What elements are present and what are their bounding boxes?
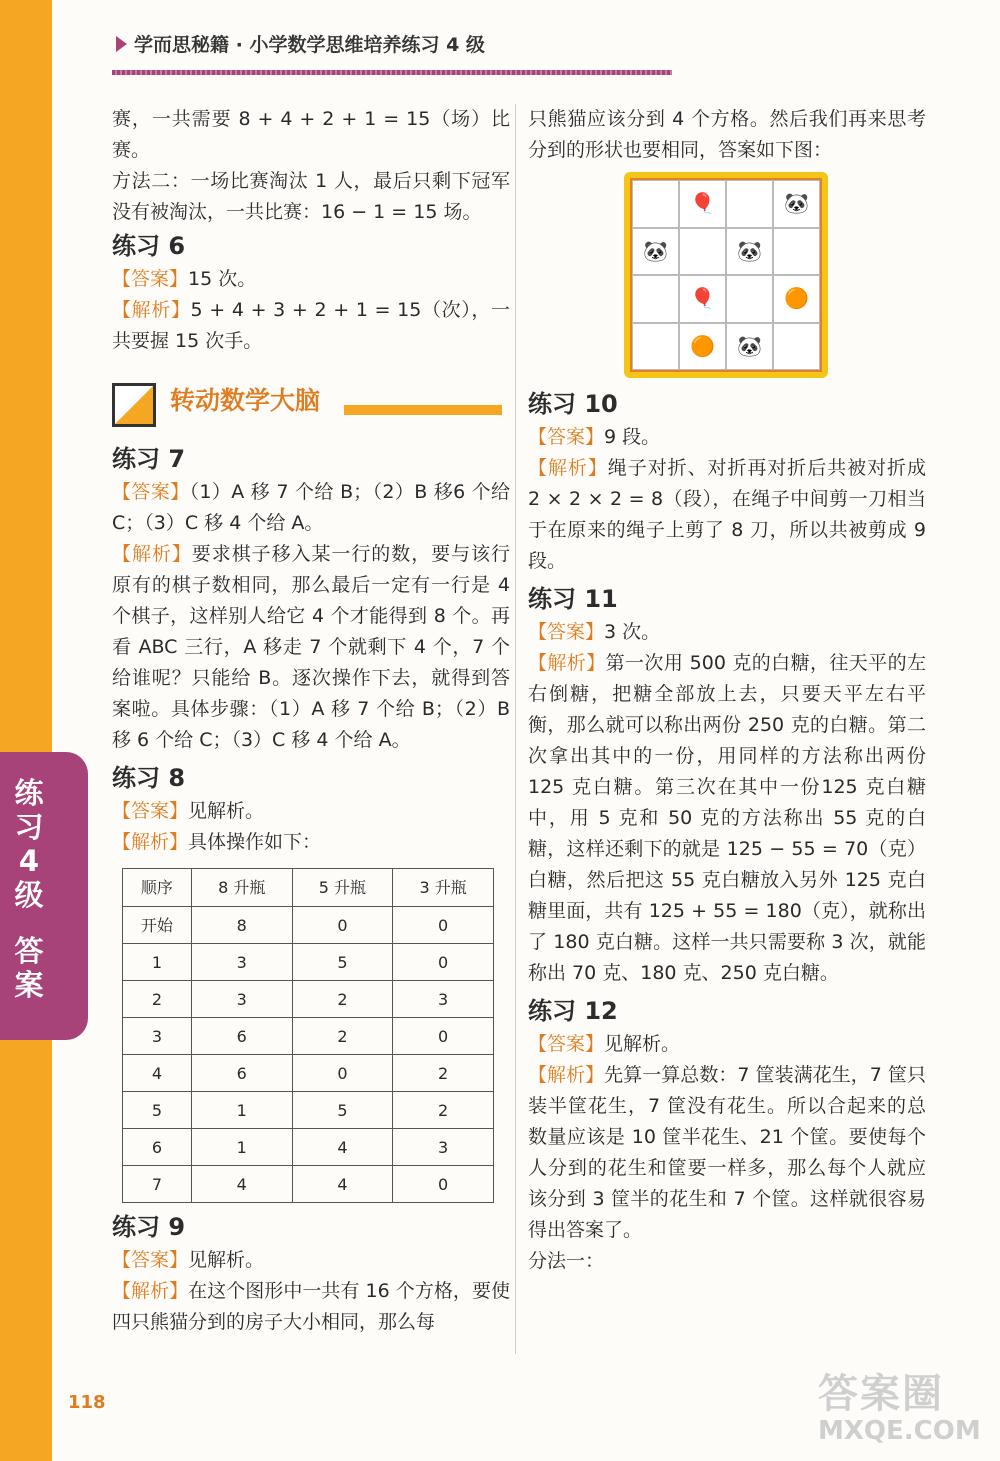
side-tab-char: 习 <box>14 810 44 844</box>
analysis-line <box>112 295 510 357</box>
answer-tag: 【答案】 <box>112 1249 189 1271</box>
exercise-title: 练习 10 <box>528 390 618 418</box>
panda-grid <box>630 178 822 372</box>
table-cell: 1 <box>191 1129 292 1166</box>
analysis-tag: 【解析】 <box>528 457 608 479</box>
table-cell: 0 <box>292 1055 393 1092</box>
table-cell: 4 <box>292 1166 393 1203</box>
left-column <box>112 104 510 1338</box>
answer-line <box>528 617 926 648</box>
grid-cell <box>632 323 679 371</box>
answer-tag: 【答案】 <box>112 800 189 822</box>
answer-text: 3 次。 <box>604 621 661 643</box>
play-arrow-icon <box>116 36 127 52</box>
table-cell: 2 <box>393 1092 494 1129</box>
table-cell: 0 <box>393 1166 494 1203</box>
page-header <box>112 28 672 78</box>
analysis-tag: 【解析】 <box>112 299 191 321</box>
table-row <box>123 981 494 1018</box>
table-cell: 3 <box>191 981 292 1018</box>
table-cell: 2 <box>292 981 393 1018</box>
analysis-line <box>112 827 510 858</box>
table-row <box>123 1092 494 1129</box>
table-cell: 0 <box>393 1018 494 1055</box>
paragraph: 方法二：一场比赛淘汰 1 人，最后只剩下冠军没有被淘汰，一共比赛：16 − 1 = 15 场。 <box>112 170 510 223</box>
paragraph: 只熊猫应该分到 4 个方格。然后我们再来思考分到的形状也要相同，答案如下图： <box>528 108 926 161</box>
answer-text: （1）A 移 7 个给 B；（2）B 移6 个给 C；（3）C 移 4 个给 A。 <box>112 481 510 534</box>
table-row <box>123 1018 494 1055</box>
answer-tag: 【答案】 <box>528 621 605 643</box>
grid-cell <box>632 180 679 228</box>
analysis-text: 先算一算总数：7 筐装满花生，7 筐只装半筐花生，7 筐没有花生。所以合起来的总数量应该是 10 筐半花生、21 个筐。要使每个人分到的花生和筐要一样多，那么每个人就应该分到 3 筐半的花生和 7 个筐。这样就很容易得出答案了。 <box>528 1064 926 1241</box>
analysis-text: 在这个图形中一共有 16 个方格，要使四只熊猫分到的房子大小相同，那么每 <box>112 1280 510 1333</box>
table-cell: 4 <box>292 1129 393 1166</box>
header-title: 学而思秘籍 · 小学数学思维培养练习 4 级 <box>134 34 485 56</box>
table-cell: 5 <box>292 944 393 981</box>
side-tab-char: 4 <box>18 844 40 878</box>
table-cell: 6 <box>123 1129 192 1166</box>
table-cell: 1 <box>191 1092 292 1129</box>
grid-cell: 🐼 <box>726 323 773 371</box>
table-cell: 0 <box>393 907 494 944</box>
analysis-text: 第一次用 500 克的白糖，往天平的左右倒糖，把糖全部放上去，只要天平左右平衡，那么就可以称出两份 250 克的白糖。第二次拿出其中的一份，用同样的方法称出两份 125 克白糖。第三次在其中一份125 克白糖中，用 5 克和 50 克的方法称出 55 克的白糖，这样还剩下的就是 125 − 55 = 70（克）白糖，然后把这 55 克白糖放入另外 125 克白糖里面，共有 125 + 55 = 180（克），就称出了 180 克白糖。这样一共只需要称 3 次，就能称出 70 克、180 克、250 克白糖。 <box>528 652 926 984</box>
table-header: 5 升瓶 <box>292 869 393 907</box>
side-tab-char: 级 <box>14 878 44 912</box>
analysis-line <box>528 1060 926 1246</box>
table-cell: 6 <box>191 1018 292 1055</box>
table-row <box>123 1055 494 1092</box>
answer-tag: 【答案】 <box>528 1033 605 1055</box>
side-tab-char: 答 <box>14 934 44 968</box>
table-cell: 5 <box>292 1092 393 1129</box>
table-cell: 2 <box>292 1018 393 1055</box>
grid-cell <box>726 275 773 323</box>
table-cell: 8 <box>191 907 292 944</box>
table-header: 顺序 <box>123 869 192 907</box>
analysis-text: 5 + 4 + 3 + 2 + 1 = 15（次），一共要握 15 次手。 <box>112 299 510 352</box>
page-number: 118 <box>68 1392 106 1413</box>
table-cell: 6 <box>191 1055 292 1092</box>
analysis-line <box>112 539 510 756</box>
left-color-bar <box>0 0 52 1461</box>
grid-cell <box>726 180 773 228</box>
analysis-tag: 【解析】 <box>112 831 189 853</box>
exercise-title: 练习 9 <box>112 1213 186 1241</box>
jug-table <box>122 868 494 1203</box>
table-row <box>123 1166 494 1203</box>
answer-text: 见解析。 <box>604 1033 681 1055</box>
exercise-title: 练习 12 <box>528 997 618 1025</box>
answer-line <box>112 264 510 295</box>
grid-cell: 🐼 <box>773 180 820 228</box>
watermark-url: MXQE.COM <box>818 1416 981 1446</box>
analysis-tag: 【解析】 <box>528 652 606 674</box>
grid-cell: 🐼 <box>632 228 679 276</box>
grid-cell <box>632 275 679 323</box>
table-cell: 开始 <box>123 907 192 944</box>
answer-line <box>112 796 510 827</box>
analysis-line <box>112 1276 510 1338</box>
watermark-text: 答案圈 <box>818 1371 944 1417</box>
exercise-title: 练习 11 <box>528 585 618 613</box>
exercise-title: 练习 7 <box>112 445 186 473</box>
table-cell: 0 <box>393 944 494 981</box>
analysis-tag: 【解析】 <box>528 1064 605 1086</box>
grid-cell <box>679 228 726 276</box>
answer-text: 15 次。 <box>188 268 257 290</box>
side-tab-char: 案 <box>14 968 44 1002</box>
answer-line <box>528 422 926 453</box>
paragraph: 赛，一共需要 8 + 4 + 2 + 1 = 15（场）比赛。 <box>112 108 510 161</box>
grid-cell: 🎈 <box>679 275 726 323</box>
grid-cell: 🟠 <box>773 275 820 323</box>
analysis-text: 具体操作如下： <box>188 831 322 853</box>
answer-line <box>528 1029 926 1060</box>
answer-line <box>112 477 510 539</box>
brain-section-icon <box>112 383 156 427</box>
grid-cell: 🟠 <box>679 323 726 371</box>
section-banner <box>112 377 510 437</box>
table-row <box>123 944 494 981</box>
analysis-tag: 【解析】 <box>112 1280 189 1302</box>
table-cell: 2 <box>393 1055 494 1092</box>
analysis-line <box>528 453 926 577</box>
section-banner-title: 转动数学大脑 <box>170 386 321 415</box>
banner-bar <box>344 405 502 415</box>
answer-text: 见解析。 <box>188 800 265 822</box>
exercise-title: 练习 8 <box>112 764 186 792</box>
answer-text: 见解析。 <box>188 1249 265 1271</box>
watermark-logo <box>818 1372 988 1452</box>
grid-cell: 🐼 <box>726 228 773 276</box>
table-header: 3 升瓶 <box>393 869 494 907</box>
grid-cell <box>773 228 820 276</box>
table-cell: 4 <box>123 1055 192 1092</box>
analysis-text: 绳子对折、对折再对折后共被对折成 2 × 2 × 2 = 8（段），在绳子中间剪一刀相当于在原来的绳子上剪了 8 刀，所以共被剪成 9 段。 <box>528 457 926 572</box>
side-tab <box>0 752 88 1040</box>
column-divider <box>515 104 516 1354</box>
answer-tag: 【答案】 <box>112 268 189 290</box>
table-cell: 1 <box>123 944 192 981</box>
grid-cell: 🎈 <box>679 180 726 228</box>
table-header: 8 升瓶 <box>191 869 292 907</box>
table-cell: 5 <box>123 1092 192 1129</box>
table-cell: 3 <box>191 944 292 981</box>
table-row <box>123 907 494 944</box>
grid-cell <box>773 323 820 371</box>
table-cell: 3 <box>393 981 494 1018</box>
table-cell: 2 <box>123 981 192 1018</box>
table-cell: 7 <box>123 1166 192 1203</box>
side-tab-char: 练 <box>14 776 44 810</box>
paragraph: 分法一： <box>528 1250 605 1272</box>
exercise-title: 练习 6 <box>112 232 186 260</box>
analysis-tag: 【解析】 <box>112 543 192 565</box>
panda-grid-figure <box>624 172 828 378</box>
table-cell: 3 <box>123 1018 192 1055</box>
answer-tag: 【答案】 <box>528 426 605 448</box>
table-cell: 0 <box>292 907 393 944</box>
answer-line <box>112 1245 510 1276</box>
table-cell: 3 <box>393 1129 494 1166</box>
answer-text: 9 段。 <box>604 426 661 448</box>
header-rule <box>112 70 672 75</box>
analysis-line <box>528 648 926 989</box>
answer-tag: 【答案】 <box>112 481 190 503</box>
right-column <box>528 104 926 1277</box>
table-cell: 4 <box>191 1166 292 1203</box>
analysis-text: 要求棋子移入某一行的数，要与该行原有的棋子数相同，那么最后一定有一行是 4 个棋子，这样别人给它 4 个才能得到 8 个。再看 ABC 三行，A 移走 7 个就剩下 4 个，7 个给谁呢？只能给 B。逐次操作下去，就得到答案啦。具体步骤：（1）A 移 7 个给 B；（2）B 移 6 个给 C；（3）C 移 4 个给 A。 <box>112 543 510 751</box>
table-row <box>123 1129 494 1166</box>
